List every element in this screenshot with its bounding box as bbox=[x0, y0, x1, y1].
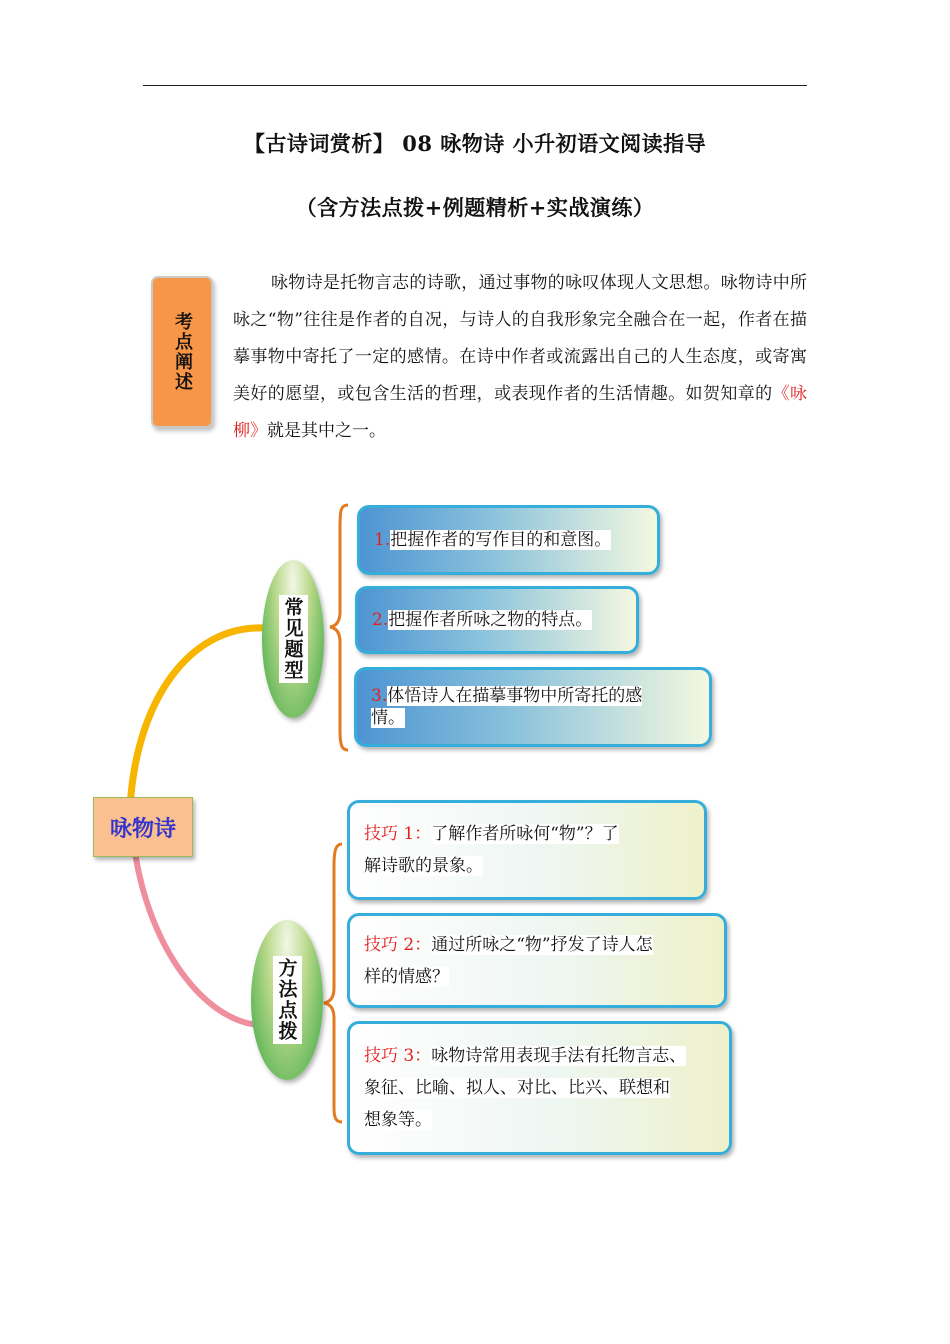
upper-bracket bbox=[330, 505, 348, 750]
intro-highlight: 《咏柳》 bbox=[233, 384, 807, 441]
tip-text-cont: 解诗歌的景象。 bbox=[364, 856, 483, 876]
intro-text: 咏物诗是托物言志的诗歌，通过事物的咏叹体现人文思想。咏物诗中所咏之“物”往往是作者的自况，与诗人的自我形象完全融合在一起，作者在描摹事物中寄托了一定的感情。在诗中作者或流露出自己的人生态度，或寄寓美好的愿望，或包含生活的哲理，或表现作者的生活情趣。如贺知章的 bbox=[233, 273, 807, 404]
card-text: 把握作者所咏之物的特点。 bbox=[388, 610, 593, 630]
lower-branch-link bbox=[135, 852, 258, 1025]
page-subtitle: （含方法点拨+例题精析+实战演练） bbox=[295, 195, 655, 220]
tip-text-cont: 样的情感？ bbox=[364, 966, 449, 987]
card-text: 体悟诗人在描摹事物中所寄托的感 bbox=[387, 686, 643, 706]
question-type-card-1 bbox=[357, 505, 660, 575]
card-number: 2. bbox=[372, 610, 389, 630]
question-type-card-2 bbox=[355, 586, 639, 654]
page-title: 【古诗词赏析】 08 咏物诗 小升初语文阅读指导 bbox=[243, 131, 707, 156]
tip-text-cont: 象征、比喻、拟人、对比、比兴、联想和 bbox=[364, 1078, 670, 1098]
method-tip-card-1 bbox=[347, 800, 707, 900]
tip-text: 了解作者所咏何“物”？了 bbox=[431, 824, 619, 844]
mindmap-root-label: 咏物诗 bbox=[109, 816, 176, 842]
upper-branch-link bbox=[130, 628, 264, 808]
method-tip-card-3 bbox=[347, 1021, 732, 1155]
tip-number: 技巧 2： bbox=[364, 934, 432, 955]
section-badge-label: 考点阐述 bbox=[172, 312, 193, 392]
branch-question-types bbox=[262, 560, 324, 718]
card-text: 把握作者的写作目的和意图。 bbox=[390, 530, 612, 550]
question-type-card-3 bbox=[354, 667, 712, 747]
tip-number: 技巧 3： bbox=[364, 1046, 432, 1066]
method-tip-card-2 bbox=[347, 913, 727, 1008]
lower-bracket bbox=[324, 844, 342, 1122]
mindmap-root bbox=[93, 797, 193, 857]
card-number: 1. bbox=[374, 530, 391, 550]
tip-number: 技巧 1： bbox=[364, 824, 432, 844]
card-number: 3. bbox=[371, 686, 388, 706]
tip-text: 通过所咏之“物”抒发了诗人怎 bbox=[431, 934, 653, 955]
tip-text: 咏物诗常用表现手法有托物言志、 bbox=[431, 1046, 687, 1066]
branch-method-tips-label: 方法点拨 bbox=[273, 956, 302, 1044]
card-text-cont: 情。 bbox=[371, 708, 405, 728]
branch-question-types-label: 常见题型 bbox=[279, 595, 308, 683]
tip-text-cont-2: 想象等。 bbox=[364, 1110, 432, 1130]
branch-method-tips bbox=[251, 920, 323, 1080]
intro-tail: 就是其中之一。 bbox=[267, 421, 386, 441]
